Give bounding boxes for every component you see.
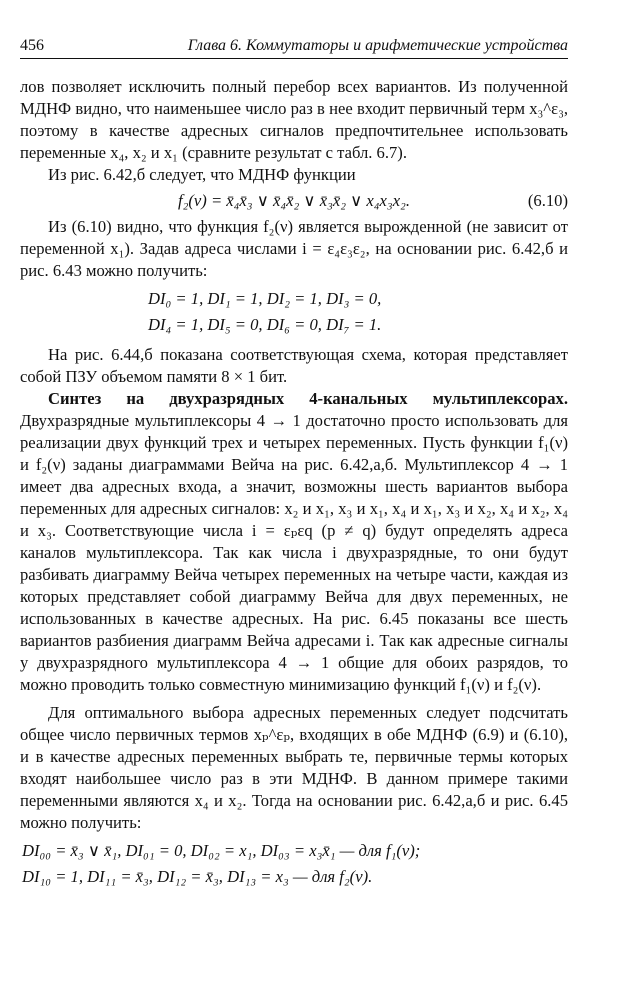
paragraph-6: Для оптимального выбора адресных переменных следует подсчитать общее число первичных термов xₚ^εₚ, входящих в обе МДНФ (6.9) и (6.10), и в качестве адресных переменных выбрать те, первичные термы которых входят наибольшее число раз в эти МДНФ. В данном примере такими переменными являются x₄ и x₂. Тогда на основании рис. 6.42,а,б и рис. 6.45 можно получить: (20, 703, 568, 832)
di-values-block (20, 286, 568, 338)
paragraph-5 (20, 388, 568, 696)
formula-6-10 (20, 186, 568, 216)
paragraph-2: Из рис. 6.42,б следует, что МДНФ функции (48, 165, 356, 184)
page-header (20, 36, 568, 59)
paragraph-3: Из (6.10) видно, что функция f₂(ν) является вырожденной (не зависит от переменной x₁). Задав адреса числами i = ε₄ε₃ε₂, на основании рис. 6.42,б и рис. 6.43 можно получить: (20, 217, 568, 280)
running-head: Глава 6. Коммутаторы и арифметические устройства (187, 37, 568, 54)
section-heading: Синтез на двухразрядных 4-канальных мультиплексорах. (48, 389, 568, 408)
paragraph-5-text: Двухразрядные мультиплексоры 4 → 1 достаточно просто использовать для реализации двух функций трех и четырех переменных. Пусть функции f₁(ν) и f₂(ν) заданы диаграммами Вейча на рис. 6.42,а,б. Мультиплексор 4 → 1 имеет два адресных входа, а значит, возможны шесть вариантов выбора переменных для адресных сигналов: x₂ и x₁, x₃ и x₁, x₄ и x₁, x₃ и x₂, x₄ и x₂, x₄ и x₃. Соответствующие числа i = εₚεq (p ≠ q) будут определять адреса каналов мультиплексора. Так как числа i двухразрядные, то они будут разбивать диаграмму Вейча четырех переменных на четыре части, каждая из которых представляет собой диаграмму Вейча для двух переменных, не использованных в качестве адресных. На рис. 6.45 показаны все шесть вариантов разбиения диаграмм Вейча адресами i. Так как адресные сигналы у двухразрядного мультиплексора 4 → 1 общие для обоих разрядов, то можно проводить только совместную минимизацию функций f₁(ν) и f₂(ν). (20, 411, 568, 694)
page-body (20, 76, 568, 896)
book-page (20, 36, 568, 976)
di-final-line-1: DI₀₀ = x̄₃ ∨ x̄₁, DI₀₁ = 0, DI₀₂ = x₁, DI₀₃ = x₃x̄₁ — для f₁(ν); (22, 841, 421, 860)
paragraph-4: На рис. 6.44,б показана соответствующая схема, которая представляет собой ПЗУ объемом памяти 8 × 1 бит. (20, 345, 568, 386)
di-values-line-1: DI₀ = 1, DI₁ = 1, DI₂ = 1, DI₃ = 0, (148, 289, 382, 308)
di-final-line-2: DI₁₀ = 1, DI₁₁ = x̄₃, DI₁₂ = x̄₃, DI₁₃ = x₃ — для f₂(ν). (22, 867, 373, 886)
di-values-line-2: DI₄ = 1, DI₅ = 0, DI₆ = 0, DI₇ = 1. (148, 315, 382, 334)
page-number: 456 (20, 37, 44, 54)
di-final-block (20, 838, 568, 890)
formula-expression: f₂(ν) = x̄₄x̄₃ ∨ x̄₄x̄₂ ∨ x̄₃x̄₂ ∨ x₄x₃x₂. (178, 191, 410, 210)
formula-number: (6.10) (527, 191, 568, 210)
paragraph-1: лов позволяет исключить полный перебор всех вариантов. Из полученной МДНФ видно, что наименьшее число раз в нее входит первичный терм x₃^ε₃, поэтому в качестве адресных сигналов предпочтительнее использовать переменные x₄, x₂ и x₁ (сравните результат с табл. 6.7). (20, 77, 568, 162)
